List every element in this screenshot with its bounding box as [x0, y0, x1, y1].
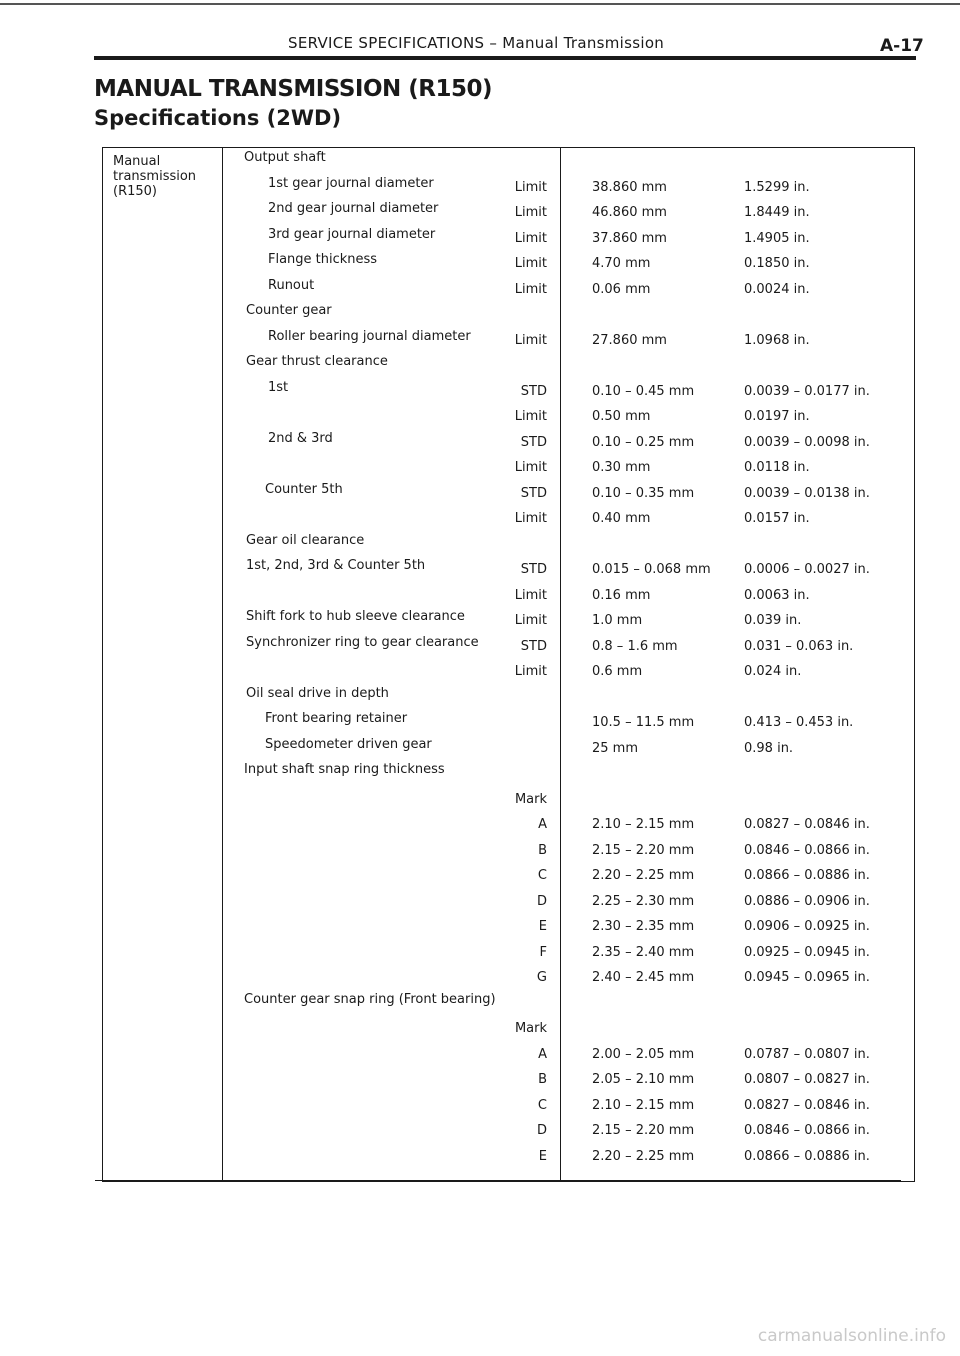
spec-value-in: 0.0846 – 0.0866 in.: [744, 1123, 870, 1138]
spec-table: [102, 147, 915, 1182]
spec-type: C: [537, 1097, 547, 1113]
category-line: transmission: [113, 169, 197, 184]
spec-value-mm: 0.40 mm: [592, 511, 651, 526]
spec-type: B: [538, 842, 547, 858]
spec-value-in: 0.413 – 0.453 in.: [744, 715, 854, 730]
spec-value-mm: 2.15 – 2.20 mm: [592, 1123, 695, 1138]
spec-value-in: 0.0866 – 0.0886 in.: [744, 868, 870, 883]
spec-value-in: 1.4905 in.: [744, 230, 810, 246]
spec-value-mm: 2.35 – 2.40 mm: [592, 944, 695, 960]
spec-type: Limit: [514, 409, 547, 424]
spec-value-in: 0.0197 in.: [744, 409, 810, 424]
header-rule: [94, 56, 916, 60]
spec-item-label: Shift fork to hub sleeve clearance: [246, 609, 465, 624]
spec-value-mm: 0.16 mm: [592, 587, 651, 603]
spec-item-label: 2nd & 3rd: [268, 430, 333, 446]
category-line: Manual: [113, 154, 161, 169]
spec-value-mm: 2.10 – 2.15 mm: [592, 1097, 695, 1113]
spec-value-in: 1.8449 in.: [744, 205, 810, 220]
spec-value-mm: 0.8 – 1.6 mm: [592, 638, 678, 654]
spec-type: E: [538, 1148, 547, 1164]
spec-value-mm: 2.40 – 2.45 mm: [592, 970, 695, 985]
spec-value-mm: 0.015 – 0.068 mm: [592, 562, 711, 577]
spec-type: Limit: [514, 460, 547, 475]
spec-type: Limit: [514, 179, 547, 195]
spec-value-in: 0.0846 – 0.0866 in.: [744, 842, 870, 858]
spec-item-label: Oil seal drive in depth: [246, 685, 389, 701]
spec-value-in: 0.0866 – 0.0886 in.: [744, 1148, 870, 1164]
spec-value-mm: 1.0 mm: [592, 613, 643, 628]
spec-value-in: 0.1850 in.: [744, 256, 810, 271]
spec-type: STD: [520, 434, 547, 450]
spec-type: Limit: [514, 511, 547, 526]
spec-item-label: 2nd gear journal diameter: [268, 201, 439, 216]
spec-item-label: Output shaft: [244, 150, 326, 165]
spec-value-mm: 0.6 mm: [592, 664, 643, 679]
spec-item-label: Front bearing retainer: [265, 711, 408, 726]
spec-value-mm: 0.30 mm: [592, 460, 651, 475]
spec-type: Mark: [514, 1021, 547, 1036]
spec-item-label: Flange thickness: [268, 252, 378, 267]
top-rule: [0, 3, 960, 5]
spec-value-in: 0.0787 – 0.0807 in.: [744, 1046, 870, 1062]
spec-item-label: Counter gear snap ring (Front bearing): [244, 991, 496, 1007]
spec-type: Limit: [514, 664, 547, 679]
spec-item-label: 1st gear journal diameter: [268, 175, 434, 191]
spec-value-in: 0.0039 – 0.0177 in.: [744, 383, 870, 399]
section-title: MANUAL TRANSMISSION (R150): [94, 76, 493, 102]
spec-value-mm: 46.860 mm: [592, 205, 667, 220]
spec-type: STD: [520, 485, 547, 501]
spec-type: Limit: [514, 332, 547, 348]
spec-value-in: 0.0039 – 0.0098 in.: [744, 434, 870, 450]
spec-value-mm: 2.20 – 2.25 mm: [592, 868, 695, 883]
spec-value-mm: 2.05 – 2.10 mm: [592, 1072, 695, 1087]
spec-item-label: 3rd gear journal diameter: [268, 226, 436, 242]
running-header-title: SERVICE SPECIFICATIONS – Manual Transmission: [288, 34, 665, 52]
spec-type: D: [536, 893, 547, 909]
spec-value-mm: 0.06 mm: [592, 281, 651, 297]
spec-type: B: [538, 1072, 547, 1087]
spec-item-label: Synchronizer ring to gear clearance: [246, 634, 479, 650]
section-subtitle: Specifications (2WD): [94, 106, 342, 130]
page-number: A-17: [880, 36, 924, 56]
spec-value-mm: 0.10 – 0.25 mm: [592, 434, 695, 450]
spec-type: Limit: [514, 230, 547, 246]
spec-type: Limit: [514, 613, 547, 628]
spec-value-in: 0.0024 in.: [744, 281, 810, 297]
spec-value-in: 0.0906 – 0.0925 in.: [744, 919, 870, 934]
spec-value-in: 0.0063 in.: [744, 587, 810, 603]
spec-type: Limit: [514, 587, 547, 603]
spec-item-label: Gear oil clearance: [246, 532, 365, 548]
spec-type: D: [536, 1123, 547, 1138]
column-divider: [222, 148, 223, 1181]
spec-value-in: 0.039 in.: [744, 613, 802, 628]
spec-value-in: 0.0945 – 0.0965 in.: [744, 970, 870, 985]
spec-type: Limit: [514, 256, 547, 271]
spec-type: Limit: [514, 205, 547, 220]
spec-type: F: [539, 944, 547, 960]
spec-type: STD: [520, 562, 547, 577]
spec-value-mm: 27.860 mm: [592, 332, 667, 348]
category-label: [113, 154, 196, 199]
spec-value-mm: 38.860 mm: [592, 179, 667, 195]
spec-type: Mark: [514, 791, 547, 807]
spec-value-mm: 2.20 – 2.25 mm: [592, 1148, 695, 1164]
spec-value-mm: 0.10 – 0.45 mm: [592, 383, 695, 399]
spec-value-in: 0.98 in.: [744, 740, 794, 756]
spec-item-label: Input shaft snap ring thickness: [244, 762, 445, 777]
spec-value-in: 0.0157 in.: [744, 511, 810, 526]
spec-value-in: 0.0925 – 0.0945 in.: [744, 944, 870, 960]
spec-type: E: [538, 919, 547, 934]
spec-item-label: Speedometer driven gear: [265, 736, 432, 752]
watermark: carmanualsonline.info: [757, 1326, 946, 1346]
spec-value-mm: 25 mm: [592, 740, 639, 756]
spec-type: C: [537, 868, 547, 883]
table-bottom-rule: [95, 1180, 901, 1181]
spec-value-in: 0.0118 in.: [744, 460, 810, 475]
spec-value-in: 0.0827 – 0.0846 in.: [744, 817, 870, 832]
spec-value-mm: 0.50 mm: [592, 409, 651, 424]
spec-value-in: 0.0006 – 0.0027 in.: [744, 562, 870, 577]
spec-value-mm: 0.10 – 0.35 mm: [592, 485, 695, 501]
spec-value-mm: 2.30 – 2.35 mm: [592, 919, 695, 934]
spec-value-mm: 2.10 – 2.15 mm: [592, 817, 695, 832]
spec-value-in: 0.0827 – 0.0846 in.: [744, 1097, 870, 1113]
spec-value-in: 0.0039 – 0.0138 in.: [744, 485, 870, 501]
spec-type: G: [536, 970, 547, 985]
spec-value-in: 0.0886 – 0.0906 in.: [744, 893, 870, 909]
spec-item-label: Roller bearing journal diameter: [268, 328, 471, 344]
spec-item-label: 1st, 2nd, 3rd & Counter 5th: [246, 558, 426, 573]
spec-value-mm: 10.5 – 11.5 mm: [592, 715, 695, 730]
category-line: (R150): [113, 184, 157, 199]
spec-item-label: Counter gear: [246, 303, 332, 318]
spec-value-mm: 37.860 mm: [592, 230, 667, 246]
spec-value-in: 1.5299 in.: [744, 179, 810, 195]
spec-item-label: 1st: [268, 379, 289, 395]
spec-value-mm: 2.00 – 2.05 mm: [592, 1046, 695, 1062]
spec-type: STD: [520, 638, 547, 654]
spec-item-label: Runout: [268, 277, 315, 293]
spec-type: Limit: [514, 281, 547, 297]
spec-value-mm: 2.15 – 2.20 mm: [592, 842, 695, 858]
spec-type: A: [538, 817, 547, 832]
spec-value-in: 1.0968 in.: [744, 332, 810, 348]
spec-value-in: 0.031 – 0.063 in.: [744, 638, 854, 654]
spec-item-label: Gear thrust clearance: [246, 354, 388, 369]
spec-item-label: Counter 5th: [265, 481, 343, 497]
column-divider: [560, 148, 561, 1181]
spec-value-in: 0.024 in.: [744, 664, 802, 679]
spec-value-in: 0.0807 – 0.0827 in.: [744, 1072, 870, 1087]
spec-type: A: [538, 1046, 547, 1062]
spec-value-mm: 4.70 mm: [592, 256, 651, 271]
spec-value-mm: 2.25 – 2.30 mm: [592, 893, 695, 909]
spec-type: STD: [520, 383, 547, 399]
